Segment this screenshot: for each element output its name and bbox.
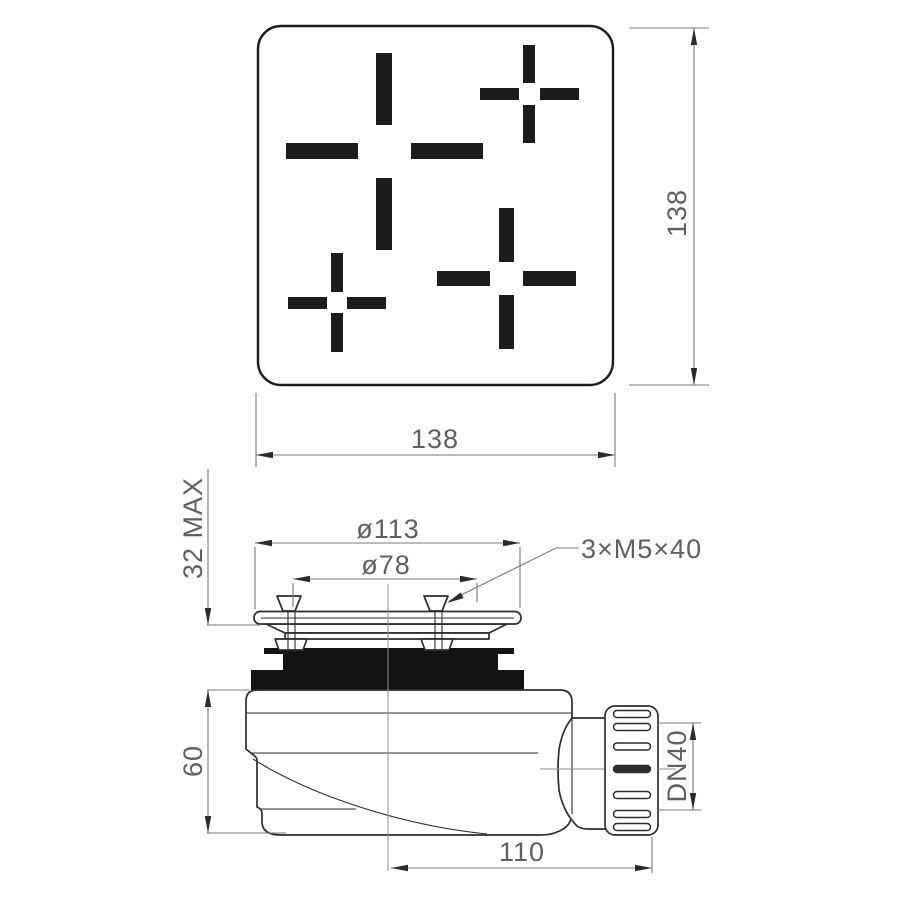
arrow-right-icon [460, 576, 477, 582]
screw-boss-left [275, 639, 307, 650]
nut-rib [614, 743, 651, 750]
nut-rib [614, 766, 651, 773]
dim-outlet-length [391, 837, 652, 873]
dim-label-plate-width: 138 [410, 424, 460, 454]
screw-head-left [277, 596, 301, 611]
dim-bolt-circle [293, 550, 477, 607]
slot-bar [331, 313, 343, 352]
arrow-left-icon [255, 540, 272, 546]
dim-outlet-size [658, 723, 701, 810]
screw-leader-note [446, 534, 703, 606]
nut-rib [614, 824, 651, 831]
flange-under-cone [266, 624, 507, 633]
dim-label-outlet-length: 110 [498, 837, 546, 867]
arrow-down-icon [205, 608, 211, 625]
dim-label-plate-height: 138 [662, 188, 692, 238]
screw-note-label: 3×M5×40 [581, 534, 703, 564]
arrow-right-icon [503, 540, 520, 546]
slot-bar [523, 271, 576, 286]
slot-bar [411, 143, 483, 159]
dim-label-outlet-size: DN40 [662, 729, 692, 803]
arrow-left-icon [293, 576, 310, 582]
slot-bar [523, 45, 535, 83]
slot-bar [523, 105, 535, 143]
compression-nut [605, 706, 658, 835]
dim-max-install-height [178, 469, 259, 625]
slot-bar [480, 88, 519, 100]
slot-bar [437, 271, 490, 286]
dim-label-trap-height: 60 [178, 744, 208, 778]
slot-bar [376, 53, 392, 125]
nut-rib [614, 711, 651, 718]
dim-plate-width [256, 393, 615, 467]
side-view [178, 469, 702, 873]
screw-head-right [424, 596, 448, 611]
nut-rib [614, 811, 651, 818]
cover-plate [258, 26, 613, 385]
arrow-left-icon [391, 865, 408, 871]
gasket-upper-block [283, 653, 498, 670]
slot-bar [540, 88, 579, 100]
slot-bar [331, 253, 343, 292]
leader-line [449, 548, 556, 601]
dim-label-bolt-circle: ø78 [361, 550, 411, 580]
dim-label-max-height: 32 MAX [178, 476, 208, 580]
dim-plate-height [629, 28, 709, 385]
slot-bar [376, 178, 392, 250]
nut-rib [614, 724, 651, 731]
flange-ring-band [285, 633, 489, 639]
arrow-down-icon [691, 368, 697, 385]
arrow-right-icon [635, 865, 652, 871]
slot-bar [499, 295, 514, 349]
screw-boss-right [421, 639, 453, 650]
arrow-left-icon [256, 452, 273, 458]
nut-rib [614, 792, 651, 799]
slot-bar [499, 208, 514, 262]
arrow-right-icon [598, 452, 615, 458]
arrow-down-icon [205, 816, 211, 833]
top-view [256, 26, 709, 467]
slot-bar [288, 297, 327, 309]
slot-bar [286, 143, 358, 159]
slot-bar [347, 297, 386, 309]
trap-body [246, 690, 572, 835]
leader-arrow-icon [446, 592, 464, 605]
body-outline [246, 690, 572, 835]
dim-label-flange-diameter: ø113 [356, 514, 420, 544]
arrow-up-icon [691, 28, 697, 45]
arrow-up-icon [205, 690, 211, 707]
